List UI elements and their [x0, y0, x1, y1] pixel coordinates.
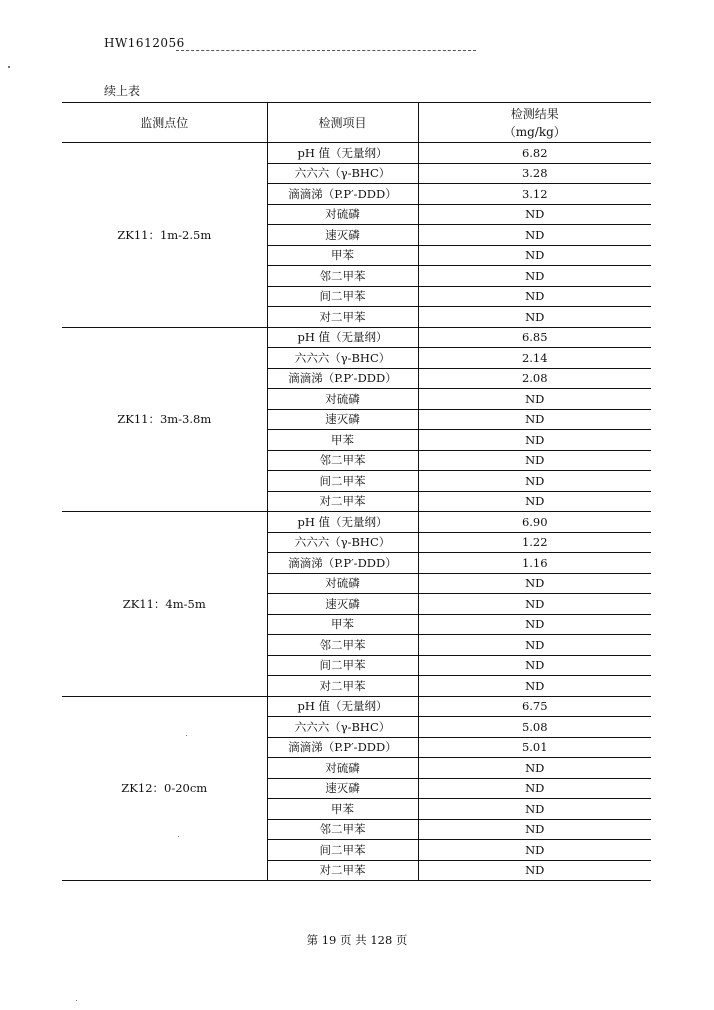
- monitoring-point-cell: ZK12：0-20cm: [62, 696, 267, 881]
- test-result-cell: 2.14: [418, 348, 651, 369]
- test-item-cell: 六六六（γ-BHC）: [267, 717, 418, 738]
- test-item-cell: 速灭磷: [267, 225, 418, 246]
- scan-speck: [186, 735, 187, 736]
- test-item-cell: 对二甲苯: [267, 307, 418, 328]
- scan-speck: [178, 836, 179, 837]
- test-result-cell: ND: [418, 860, 651, 881]
- test-item-cell: 邻二甲苯: [267, 266, 418, 287]
- scan-speck: [8, 66, 10, 68]
- test-result-cell: ND: [418, 799, 651, 820]
- monitoring-point-cell: ZK11：1m-2.5m: [62, 143, 267, 328]
- test-item-cell: 甲苯: [267, 430, 418, 451]
- table-header-row: [62, 103, 651, 143]
- test-item-cell: pH 值（无量纲）: [267, 327, 418, 348]
- test-result-cell: 1.22: [418, 532, 651, 553]
- test-result-cell: ND: [418, 758, 651, 779]
- test-result-cell: ND: [418, 450, 651, 471]
- test-result-cell: 6.85: [418, 327, 651, 348]
- test-result-cell: ND: [418, 204, 651, 225]
- test-result-cell: ND: [418, 245, 651, 266]
- test-item-cell: 甲苯: [267, 245, 418, 266]
- test-item-cell: 对硫磷: [267, 573, 418, 594]
- test-result-cell: ND: [418, 286, 651, 307]
- test-item-cell: 间二甲苯: [267, 286, 418, 307]
- test-item-cell: 滴滴涕（P.P′-DDD）: [267, 184, 418, 205]
- test-item-cell: 对硫磷: [267, 758, 418, 779]
- monitoring-results-table: [62, 102, 651, 881]
- test-item-cell: 邻二甲苯: [267, 819, 418, 840]
- test-result-cell: ND: [418, 840, 651, 861]
- test-result-cell: 3.12: [418, 184, 651, 205]
- test-item-cell: 对硫磷: [267, 204, 418, 225]
- test-result-cell: ND: [418, 266, 651, 287]
- test-item-cell: 速灭磷: [267, 778, 418, 799]
- test-result-cell: ND: [418, 594, 651, 615]
- test-result-cell: ND: [418, 430, 651, 451]
- column-header-result-title: 检测结果: [510, 106, 559, 121]
- test-item-cell: 邻二甲苯: [267, 635, 418, 656]
- test-result-cell: 1.16: [418, 553, 651, 574]
- table-body: [62, 143, 651, 881]
- test-result-cell: 6.90: [418, 512, 651, 533]
- header-rule: [176, 50, 476, 51]
- scan-speck: [76, 1000, 77, 1001]
- monitoring-point-cell: ZK11：4m-5m: [62, 512, 267, 697]
- test-result-cell: ND: [418, 409, 651, 430]
- test-result-cell: 3.28: [418, 163, 651, 184]
- test-result-cell: ND: [418, 655, 651, 676]
- test-item-cell: pH 值（无量纲）: [267, 512, 418, 533]
- document-code: HW1612056: [104, 36, 185, 50]
- test-item-cell: 间二甲苯: [267, 840, 418, 861]
- monitoring-point-cell: ZK11：3m-3.8m: [62, 327, 267, 512]
- table-continuation-caption: 续上表: [104, 84, 141, 98]
- test-item-cell: 对二甲苯: [267, 491, 418, 512]
- test-result-cell: ND: [418, 778, 651, 799]
- test-result-cell: ND: [418, 635, 651, 656]
- test-result-cell: ND: [418, 471, 651, 492]
- table-row: [62, 512, 651, 533]
- test-result-cell: ND: [418, 614, 651, 635]
- test-item-cell: 速灭磷: [267, 594, 418, 615]
- test-result-cell: ND: [418, 573, 651, 594]
- test-item-cell: 间二甲苯: [267, 471, 418, 492]
- table-row: [62, 143, 651, 164]
- column-header-point: 监测点位: [62, 103, 267, 143]
- test-item-cell: 对硫磷: [267, 389, 418, 410]
- test-item-cell: 滴滴涕（P.P′-DDD）: [267, 368, 418, 389]
- test-result-cell: 2.08: [418, 368, 651, 389]
- test-result-cell: ND: [418, 225, 651, 246]
- test-item-cell: 对二甲苯: [267, 676, 418, 697]
- test-item-cell: 甲苯: [267, 799, 418, 820]
- test-result-cell: 5.08: [418, 717, 651, 738]
- test-result-cell: 5.01: [418, 737, 651, 758]
- test-result-cell: 6.75: [418, 696, 651, 717]
- test-item-cell: 甲苯: [267, 614, 418, 635]
- test-item-cell: pH 值（无量纲）: [267, 696, 418, 717]
- table-row: [62, 327, 651, 348]
- column-header-result: [418, 103, 651, 143]
- test-item-cell: 滴滴涕（P.P′-DDD）: [267, 553, 418, 574]
- column-header-result-unit: （mg/kg）: [503, 124, 566, 139]
- test-item-cell: 对二甲苯: [267, 860, 418, 881]
- test-result-cell: 6.82: [418, 143, 651, 164]
- page-number: 第 19 页 共 128 页: [306, 933, 408, 947]
- test-item-cell: 滴滴涕（P.P′-DDD）: [267, 737, 418, 758]
- test-result-cell: ND: [418, 819, 651, 840]
- test-result-cell: ND: [418, 676, 651, 697]
- table-row: [62, 696, 651, 717]
- test-item-cell: 速灭磷: [267, 409, 418, 430]
- test-item-cell: pH 值（无量纲）: [267, 143, 418, 164]
- test-item-cell: 六六六（γ-BHC）: [267, 348, 418, 369]
- test-item-cell: 邻二甲苯: [267, 450, 418, 471]
- test-item-cell: 六六六（γ-BHC）: [267, 532, 418, 553]
- test-item-cell: 间二甲苯: [267, 655, 418, 676]
- test-item-cell: 六六六（γ-BHC）: [267, 163, 418, 184]
- test-result-cell: ND: [418, 307, 651, 328]
- column-header-item: 检测项目: [267, 103, 418, 143]
- test-result-cell: ND: [418, 491, 651, 512]
- test-result-cell: ND: [418, 389, 651, 410]
